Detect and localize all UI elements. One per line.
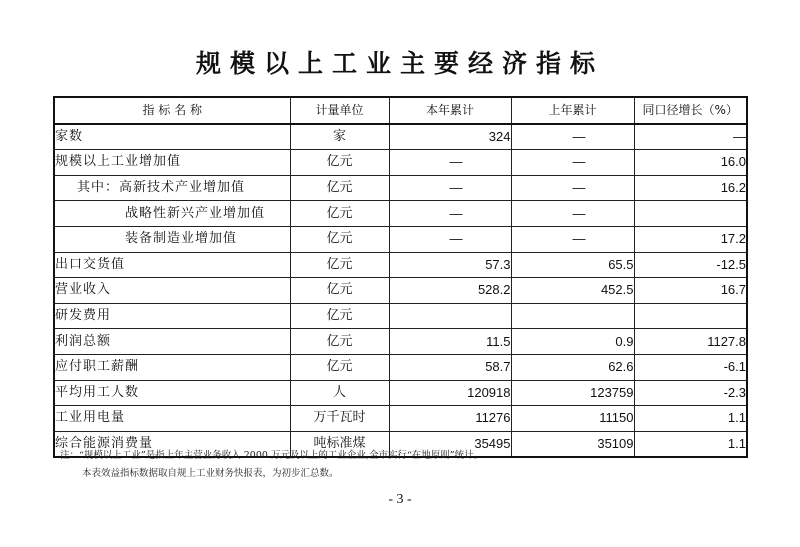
growth-cell: 16.0 [634, 150, 747, 176]
current-year-cell: 35495 [389, 431, 511, 457]
growth-cell: 16.7 [634, 278, 747, 304]
unit-cell: 亿元 [290, 150, 389, 176]
table-row [54, 278, 747, 304]
growth-cell: 1.1 [634, 406, 747, 432]
indicator-name-cell: 战略性新兴产业增加值 [54, 201, 290, 227]
unit-cell: 亿元 [290, 278, 389, 304]
table-row [54, 380, 747, 406]
table-row [54, 406, 747, 432]
indicator-name-cell: 利润总额 [54, 329, 290, 355]
table-row [54, 329, 747, 355]
growth-cell: -2.3 [634, 380, 747, 406]
current-year-cell: 58.7 [389, 354, 511, 380]
current-year-cell: 324 [389, 124, 511, 150]
table-row [54, 252, 747, 278]
previous-year-cell: — [511, 175, 634, 201]
previous-year-cell: — [511, 124, 634, 150]
footnote [60, 447, 483, 483]
indicator-name-cell: 出口交货值 [54, 252, 290, 278]
growth-cell [634, 303, 747, 329]
previous-year-cell: 0.9 [511, 329, 634, 355]
header-growth: 同口径增长（%） [634, 97, 747, 124]
indicator-name-cell: 家数 [54, 124, 290, 150]
growth-cell: — [634, 124, 747, 150]
growth-cell: 1127.8 [634, 329, 747, 355]
current-year-cell: 528.2 [389, 278, 511, 304]
current-year-cell [389, 303, 511, 329]
current-year-cell: 11.5 [389, 329, 511, 355]
indicator-name-cell: 综合能源消费量 [54, 431, 290, 457]
table-row [54, 303, 747, 329]
table-row [54, 175, 747, 201]
current-year-cell: — [389, 175, 511, 201]
header-indicator-name: 指 标 名 称 [54, 97, 290, 124]
growth-cell: -6.1 [634, 354, 747, 380]
previous-year-cell: 35109 [511, 431, 634, 457]
unit-cell: 亿元 [290, 303, 389, 329]
header-current-year: 本年累计 [389, 97, 511, 124]
previous-year-cell [511, 303, 634, 329]
indicator-name-cell: 营业收入 [54, 278, 290, 304]
unit-cell: 亿元 [290, 329, 389, 355]
unit-cell: 家 [290, 124, 389, 150]
unit-cell: 亿元 [290, 252, 389, 278]
unit-cell: 万千瓦时 [290, 406, 389, 432]
previous-year-cell: 123759 [511, 380, 634, 406]
indicator-name-cell: 应付职工薪酬 [54, 354, 290, 380]
indicator-name-cell: 工业用电量 [54, 406, 290, 432]
previous-year-cell: 452.5 [511, 278, 634, 304]
previous-year-cell: 11150 [511, 406, 634, 432]
previous-year-cell: 62.6 [511, 354, 634, 380]
previous-year-cell: 65.5 [511, 252, 634, 278]
current-year-cell: 11276 [389, 406, 511, 432]
indicator-name-cell: 装备制造业增加值 [54, 226, 290, 252]
growth-cell: -12.5 [634, 252, 747, 278]
unit-cell: 亿元 [290, 175, 389, 201]
unit-cell: 亿元 [290, 201, 389, 227]
table-header-row [54, 97, 747, 124]
table-row [54, 124, 747, 150]
current-year-cell: 120918 [389, 380, 511, 406]
indicator-table [53, 96, 748, 458]
unit-cell: 吨标准煤 [290, 431, 389, 457]
unit-cell: 人 [290, 380, 389, 406]
table-row [54, 354, 747, 380]
growth-cell [634, 201, 747, 227]
table-body [54, 124, 747, 458]
previous-year-cell: — [511, 226, 634, 252]
indicator-name-cell: 研发费用 [54, 303, 290, 329]
previous-year-cell: — [511, 150, 634, 176]
header-unit: 计量单位 [290, 97, 389, 124]
current-year-cell: 57.3 [389, 252, 511, 278]
unit-cell: 亿元 [290, 226, 389, 252]
current-year-cell: — [389, 226, 511, 252]
indicator-name-cell: 其中：高新技术产业增加值 [54, 175, 290, 201]
growth-cell: 16.2 [634, 175, 747, 201]
page-title: 规模以上工业主要经济指标 [195, 49, 604, 78]
table-row [54, 150, 747, 176]
table-row [54, 226, 747, 252]
footnote-line-2: 本表效益指标数据取自规上工业财务快报表，为初步汇总数。 [82, 468, 339, 479]
indicator-name-cell: 平均用工人数 [54, 380, 290, 406]
table-row [54, 201, 747, 227]
current-year-cell: — [389, 150, 511, 176]
footnote-line-1: 注：“规模以上工业”是指上年主营业务收入 2000 万元及以上的工业企业,全市实行“在地原则”统计。 [60, 450, 484, 461]
growth-cell: 17.2 [634, 226, 747, 252]
previous-year-cell: — [511, 201, 634, 227]
growth-cell: 1.1 [634, 431, 747, 457]
page-number: - 3 - [388, 492, 412, 507]
unit-cell: 亿元 [290, 354, 389, 380]
indicator-name-cell: 规模以上工业增加值 [54, 150, 290, 176]
current-year-cell: — [389, 201, 511, 227]
header-previous-year: 上年累计 [511, 97, 634, 124]
